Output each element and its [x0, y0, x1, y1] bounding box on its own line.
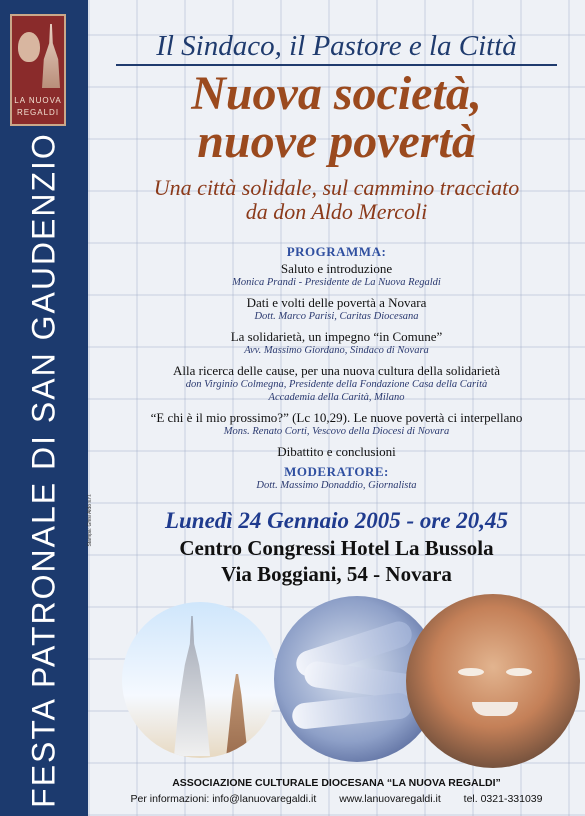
event-date-time: Lunedì 24 Gennaio 2005 - ore 20,45	[164, 508, 509, 533]
program-item-speaker: don Virginio Colmegna, Presidente della Fondazione Casa della Carità	[185, 379, 488, 390]
phone-number: tel. 0321-331039	[463, 793, 543, 805]
program-item-speaker: Monica Prandi - Presidente de La Nuova Regaldi	[232, 277, 441, 288]
left-sidebar	[0, 0, 88, 816]
eye-shape	[506, 668, 532, 676]
programma-heading: PROGRAMMA:	[286, 244, 387, 259]
program-item-title: “E chi è il mio prossimo?” (Lc 10,29). Le nuove povertà ci interpellano	[150, 410, 523, 425]
poster-main	[88, 0, 585, 816]
logo-text-line1: LA NUOVA	[14, 96, 62, 105]
portrait-photo	[406, 594, 580, 768]
la-nuova-regaldi-logo	[10, 14, 66, 126]
website-link[interactable]: www.lanuovaregaldi.it	[339, 793, 441, 805]
antonelli-dome-icon	[174, 616, 210, 756]
program-item-speaker: Accademia della Carità, Milano	[268, 392, 405, 403]
main-title-line1: Nuova società,	[191, 67, 482, 120]
program-item-speaker: Avv. Massimo Giordano, Sindaco di Novara	[244, 345, 429, 356]
program-item-title: Alla ricerca delle cause, per una nuova cultura della solidarietà	[172, 363, 500, 378]
dome-icon	[42, 24, 60, 88]
portrait-icon	[18, 32, 40, 62]
subtitle: Il Sindaco, il Pastore e la Città	[156, 30, 517, 62]
program-item-speaker: Mons. Renato Corti, Vescovo della Diocesi di Novara	[223, 426, 450, 437]
novara-dome-photo	[122, 602, 278, 758]
program-item-title: La solidarietà, un impegno “in Comune”	[230, 329, 443, 344]
program-item-title: Dibattito e conclusioni	[277, 444, 396, 459]
subtitle-divider	[116, 64, 557, 66]
event-address: Via Boggiani, 54 - Novara	[221, 562, 452, 586]
event-venue: Centro Congressi Hotel La Bussola	[179, 536, 494, 560]
moderatore-heading: MODERATORE:	[284, 464, 389, 479]
footer-contacts	[88, 793, 585, 805]
moderatore-name: Dott. Massimo Donaddio, Giornalista	[256, 480, 417, 491]
bell-tower-icon	[226, 674, 248, 758]
program-item-title: Dati e volti delle povertà a Novara	[246, 295, 427, 310]
festa-patronale-title: FESTA PATRONALE DI SAN GAUDENZIO	[25, 132, 62, 808]
tagline-line2: da don Aldo Mercoli	[245, 199, 428, 225]
program-item-title: Saluto e introduzione	[280, 261, 393, 276]
info-email: Per informazioni: info@lanuovaregaldi.it	[130, 793, 317, 805]
eye-shape	[458, 668, 484, 676]
smile-shape	[472, 702, 518, 716]
logo-text-line2: REGALDI	[16, 108, 60, 117]
main-title-line2: nuove povertà	[197, 115, 476, 168]
organizer-name: ASSOCIAZIONE CULTURALE DIOCESANA “LA NUOVA REGALDI”	[172, 777, 501, 789]
program-item-speaker: Dott. Marco Parisi, Caritas Diocesana	[254, 311, 419, 322]
print-credit-text: Stampa: Ghisi Aldo s.r.l.	[87, 493, 93, 547]
tagline	[88, 176, 585, 224]
main-title	[88, 67, 585, 168]
hand-shape	[291, 692, 413, 730]
tagline-line1: Una città solidale, sul cammino tracciato	[153, 175, 520, 200]
